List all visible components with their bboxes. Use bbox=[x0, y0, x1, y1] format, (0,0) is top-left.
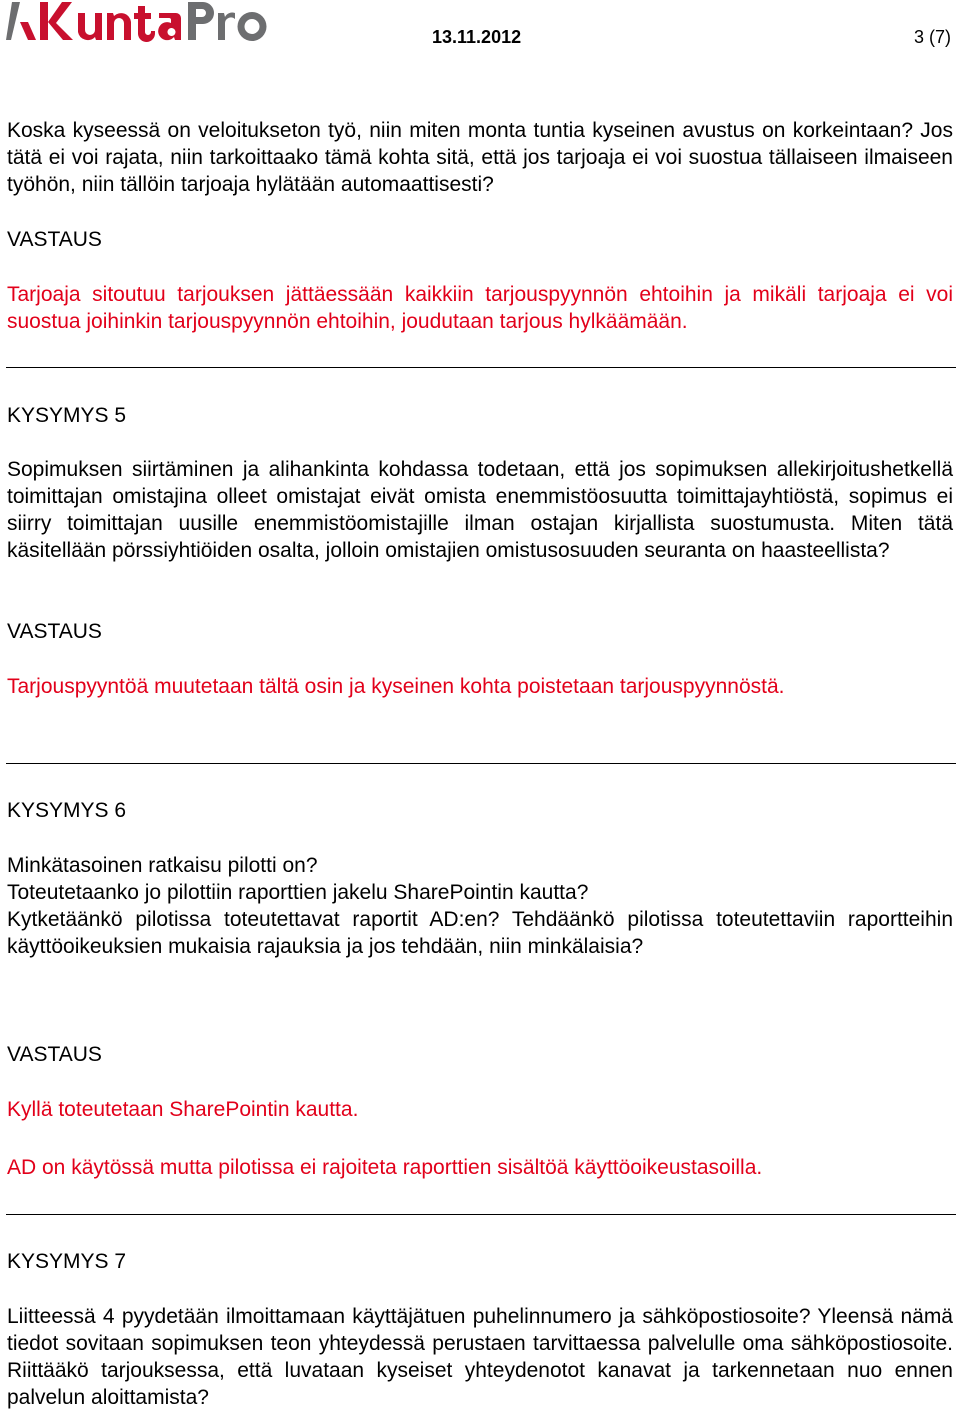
question-7-heading: KYSYMYS 7 bbox=[7, 1250, 127, 1273]
question-6-heading: KYSYMYS 6 bbox=[7, 799, 127, 822]
kuntapro-logo bbox=[6, 0, 276, 48]
question-6-line-2: Toteutetaanko jo pilottiin raporttien jakelu SharePointin kautta? bbox=[7, 881, 589, 904]
document-date: 13.11.2012 bbox=[432, 27, 522, 47]
question-6-answer-label: VASTAUS bbox=[7, 1043, 102, 1066]
question-6-answer-1: Kyllä toteutetaan SharePointin kautta. bbox=[7, 1098, 359, 1121]
question-6-answer-2: AD on käytössä mutta pilotissa ei rajoiteta raporttien sisältöä käyttöoikeustasoilla. bbox=[7, 1156, 763, 1179]
question-6-line-1: Minkätasoinen ratkaisu pilotti on? bbox=[7, 854, 318, 877]
question-4-answer-label: VASTAUS bbox=[7, 228, 102, 251]
question-4-text: Koska kyseessä on veloitukseton työ, niin miten monta tuntia kyseinen avustus on korkeintaan? Jos tätä ei voi rajata, niin tarkoittaako tämä kohta sitä, että jos tarjoaja ei voi suostua tällaiseen ilmaiseen työhön, niin tällöin tarjoaja hylätään automaattisesti? bbox=[7, 119, 953, 196]
question-5-answer-label: VASTAUS bbox=[7, 620, 102, 643]
question-5-heading: KYSYMYS 5 bbox=[7, 404, 127, 427]
question-4-answer: Tarjoaja sitoutuu tarjouksen jättäessään kaikkiin tarjouspyynnön ehtoihin ja mikäli tarjoaja ei voi suostua joihinkin tarjouspyynnön ehtoihin, joudutaan tarjous hylkäämään. bbox=[7, 283, 953, 333]
section-divider bbox=[6, 1214, 956, 1215]
kuntapro-logo-graphic bbox=[6, 0, 276, 48]
question-5-answer: Tarjouspyyntöä muutetaan tältä osin ja kyseinen kohta poistetaan tarjouspyynnöstä. bbox=[7, 675, 785, 698]
page-number: 3 (7) bbox=[914, 27, 952, 47]
question-7-text: Liitteessä 4 pyydetään ilmoittamaan käyttäjätuen puhelinnumero ja sähköpostiosoite? Yleensä nämä tiedot sovitaan sopimuksen teon yhteydessä perustaen tarvittaessa palvelulle oma sähköpostiosoite. Riittääkö tarjouksessa, että luvataan kyseiset yhteydenotot kanavat ja tarkennetaan nuo ennen palvelun aloittamista? bbox=[7, 1305, 953, 1409]
section-divider bbox=[6, 763, 956, 764]
question-6-line-3: Kytketäänkö pilotissa toteutettavat raportit AD:en? Tehdäänkö pilotissa toteutettaviin raportteihin käyttöoikeuksien mukaisia rajauksia ja jos tehdään, niin minkälaisia? bbox=[7, 908, 953, 958]
section-divider bbox=[6, 367, 956, 368]
question-5-text: Sopimuksen siirtäminen ja alihankinta kohdassa todetaan, että jos sopimuksen allekirjoitushetkellä toimittajan omistajina olleet omistajat eivät omista enemmistöosuutta toimittajayhtiöstä, sopimus ei siirry toimittajan uusille enemmistöomistajille ilman ostajan kirjallista suostumusta. Miten tätä käsitellään pörssiyhtiöiden osalta, jolloin omistajien omistusosuuden seuranta on haasteellista? bbox=[7, 458, 953, 562]
